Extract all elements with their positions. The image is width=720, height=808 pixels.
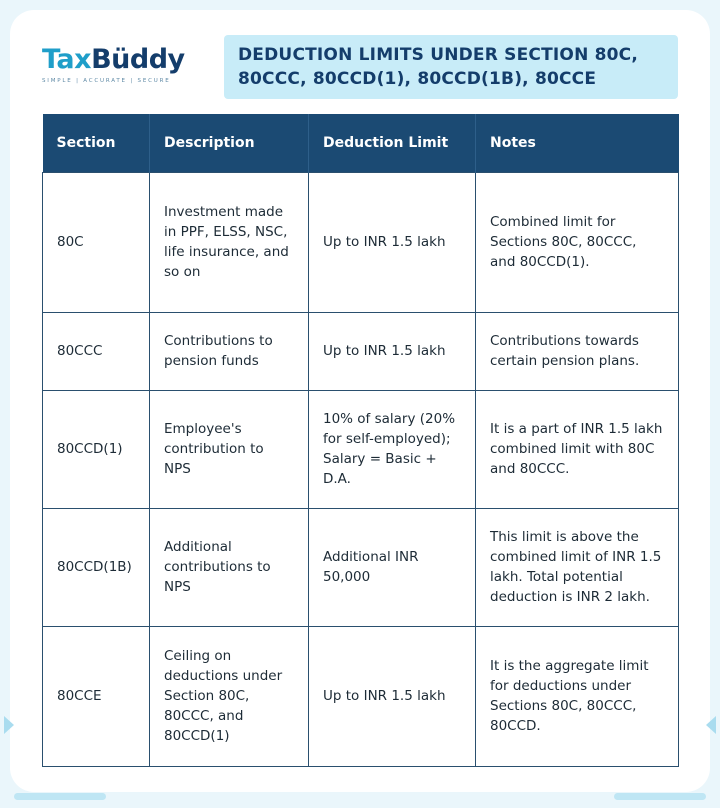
cell-section: 80CCD(1) (43, 390, 150, 508)
cell-limit: Up to INR 1.5 lakh (309, 172, 476, 312)
cell-section: 80CCC (43, 312, 150, 390)
cell-section: 80CCE (43, 626, 150, 766)
table-row (43, 508, 679, 626)
cell-notes: It is the aggregate limit for deductions under Sections 80C, 80CCC, 80CCD. (476, 626, 679, 766)
bottom-right-decoration (614, 793, 706, 800)
cell-limit: Up to INR 1.5 lakh (309, 312, 476, 390)
cell-notes: Combined limit for Sections 80C, 80CCC, and 80CCD(1). (476, 172, 679, 312)
cell-limit: Additional INR 50,000 (309, 508, 476, 626)
table-row (43, 312, 679, 390)
logo-tagline: SIMPLE | ACCURATE | SECURE (42, 78, 171, 84)
header-description: Description (150, 114, 309, 172)
cell-section: 80C (43, 172, 150, 312)
cell-limit: Up to INR 1.5 lakh (309, 626, 476, 766)
deduction-limits-table (42, 114, 679, 767)
page-title-line1: DEDUCTION LIMITS UNDER SECTION 80C, (238, 45, 639, 65)
header-section: Section (43, 114, 150, 172)
cell-section: 80CCD(1B) (43, 508, 150, 626)
bottom-left-decoration (14, 793, 106, 800)
cell-limit: 10% of salary (20% for self-employed); Salary = Basic + D.A. (309, 390, 476, 508)
cell-description: Ceiling on deductions under Section 80C, 80CCC, and 80CCD(1) (150, 626, 309, 766)
page-title-line2: 80CCC, 80CCD(1), 80CCD(1B), 80CCE (238, 69, 597, 89)
title-banner (224, 35, 678, 99)
right-arrow-decoration-icon (706, 716, 716, 734)
cell-description: Additional contributions to NPS (150, 508, 309, 626)
table-row (43, 172, 679, 312)
table-row (43, 390, 679, 508)
header-deduction-limit: Deduction Limit (309, 114, 476, 172)
cell-description: Employee's contribution to NPS (150, 390, 309, 508)
cell-notes: This limit is above the combined limit of INR 1.5 lakh. Total potential deduction is INR 2 lakh. (476, 508, 679, 626)
taxbuddy-logo (42, 44, 192, 94)
cell-notes: Contributions towards certain pension plans. (476, 312, 679, 390)
cell-description: Investment made in PPF, ELSS, NSC, life insurance, and so on (150, 172, 309, 312)
logo-wordmark (42, 44, 192, 76)
table-header-row (43, 114, 679, 172)
table-row (43, 626, 679, 766)
cell-description: Contributions to pension funds (150, 312, 309, 390)
logo-wordmark-part2: Büddy (91, 44, 185, 75)
header-notes: Notes (476, 114, 679, 172)
left-arrow-decoration-icon (4, 716, 14, 734)
cell-notes: It is a part of INR 1.5 lakh combined limit with 80C and 80CCC. (476, 390, 679, 508)
logo-wordmark-part1: Tax (42, 44, 92, 75)
